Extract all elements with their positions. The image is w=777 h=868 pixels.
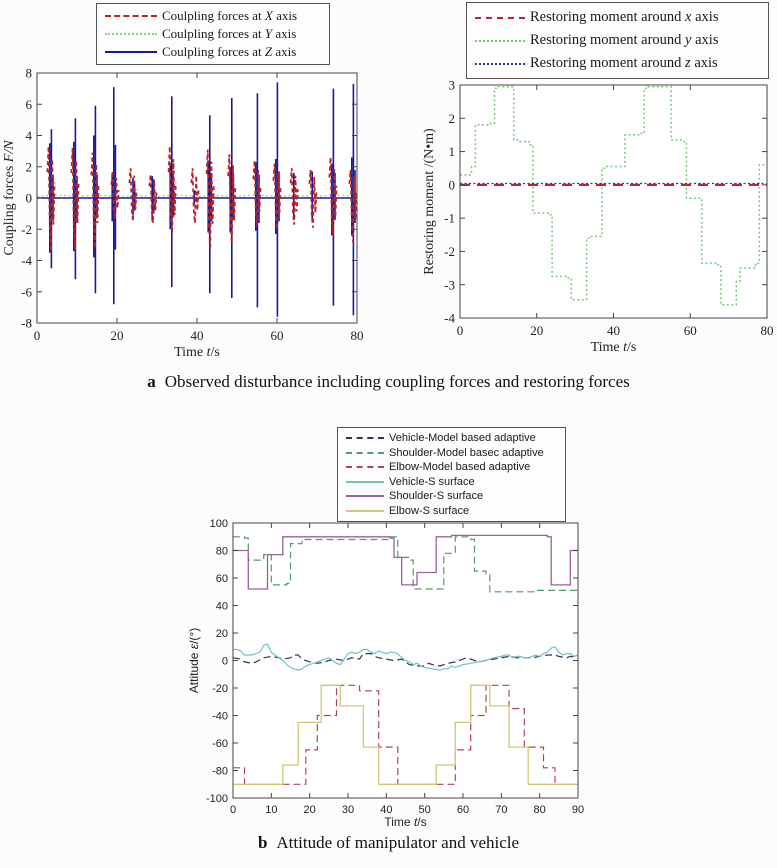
caption-a-text: Observed disturbance including coupling forces and restoring forces xyxy=(164,372,630,391)
svg-text:30: 30 xyxy=(341,804,355,816)
svg-text:90: 90 xyxy=(571,804,585,816)
legend-item xyxy=(105,25,323,43)
legend-item xyxy=(105,7,323,25)
svg-text:0: 0 xyxy=(229,804,237,816)
svg-text:80: 80 xyxy=(215,545,228,558)
legend-line-sample xyxy=(105,33,157,35)
legend-item xyxy=(346,475,559,490)
legend-label: Shoulder-Model basec adaptive xyxy=(389,446,544,459)
svg-text:20: 20 xyxy=(215,627,228,640)
y-axis-label: Coupling forces F/N xyxy=(2,140,17,256)
attitude-chart xyxy=(185,512,605,830)
legend-line-sample xyxy=(105,15,157,17)
legend-label: Vehicle-S surface xyxy=(389,475,475,488)
legend-line-sample xyxy=(346,495,384,497)
svg-text:-1: -1 xyxy=(444,210,455,226)
legend-label: Coulpling forces at Z axis xyxy=(162,44,297,59)
svg-text:60: 60 xyxy=(456,804,470,816)
legend-label: Restoring moment around x axis xyxy=(530,9,719,25)
svg-text:60: 60 xyxy=(270,328,284,343)
caption-b-label: b xyxy=(257,833,268,852)
legend-item xyxy=(346,431,559,446)
svg-text:-40: -40 xyxy=(212,710,228,723)
legend-item xyxy=(475,52,762,75)
legend-item xyxy=(475,29,762,52)
svg-text:0: 0 xyxy=(33,328,41,343)
svg-text:60: 60 xyxy=(683,323,697,338)
legend-line-sample xyxy=(475,40,525,42)
svg-text:-100: -100 xyxy=(205,792,228,805)
svg-text:-8: -8 xyxy=(21,315,32,331)
svg-text:0: 0 xyxy=(456,323,464,338)
svg-text:80: 80 xyxy=(533,804,546,816)
svg-text:20: 20 xyxy=(530,323,544,338)
y-axis-label: Attitude ε/(°) xyxy=(187,627,201,694)
svg-text:-6: -6 xyxy=(21,284,32,300)
x-axis-label: Time t/s xyxy=(174,345,220,360)
caption-a xyxy=(0,372,777,392)
caption-b-text: Attitude of manipulator and vehicle xyxy=(276,833,520,852)
svg-text:80: 80 xyxy=(760,323,774,338)
svg-text:80: 80 xyxy=(350,328,364,343)
legend-coupling-forces xyxy=(96,3,330,65)
svg-text:70: 70 xyxy=(495,804,508,816)
legend-label: Restoring moment around z axis xyxy=(530,55,718,71)
legend-restoring-moment xyxy=(466,2,769,79)
legend-line-sample xyxy=(346,452,384,454)
legend-label: Restoring moment around y axis xyxy=(530,32,719,48)
legend-label: Elbow-Model based adaptive xyxy=(389,461,531,474)
x-axis-label: Time t/s xyxy=(384,815,427,829)
restoring-moment-chart xyxy=(420,73,777,363)
svg-text:-20: -20 xyxy=(212,682,228,695)
svg-text:2: 2 xyxy=(25,159,32,175)
svg-text:0: 0 xyxy=(25,190,32,206)
legend-label: Elbow-S surface xyxy=(389,504,470,517)
legend-item xyxy=(346,489,559,504)
svg-text:40: 40 xyxy=(190,328,204,343)
svg-text:0: 0 xyxy=(221,655,228,668)
svg-text:3: 3 xyxy=(448,77,455,93)
svg-text:50: 50 xyxy=(418,804,431,816)
legend-label: Coulpling forces at Y axis xyxy=(162,26,297,41)
caption-b xyxy=(0,833,777,853)
svg-text:20: 20 xyxy=(303,804,316,816)
svg-text:-3: -3 xyxy=(444,277,455,293)
legend-item xyxy=(475,6,762,29)
svg-text:4: 4 xyxy=(25,128,32,144)
svg-text:2: 2 xyxy=(448,110,455,126)
legend-label: Coulpling forces at X axis xyxy=(162,8,298,23)
x-axis-label: Time t/s xyxy=(590,340,637,355)
svg-text:40: 40 xyxy=(380,804,393,816)
legend-line-sample xyxy=(346,437,384,439)
legend-line-sample xyxy=(475,63,525,65)
legend-label: Shoulder-S surface xyxy=(389,490,484,503)
svg-text:-4: -4 xyxy=(21,253,32,269)
svg-text:-2: -2 xyxy=(21,221,32,237)
coupling-forces-chart xyxy=(0,60,400,360)
y-axis-label: Restoring moment /(N•m) xyxy=(422,128,437,275)
svg-text:100: 100 xyxy=(209,517,228,530)
svg-text:40: 40 xyxy=(215,600,228,613)
svg-text:60: 60 xyxy=(215,572,228,585)
svg-text:-4: -4 xyxy=(444,310,455,326)
svg-text:40: 40 xyxy=(607,323,620,338)
legend-line-sample xyxy=(346,481,384,483)
svg-text:-2: -2 xyxy=(444,243,455,259)
legend-item xyxy=(346,460,559,475)
legend-item xyxy=(105,43,323,61)
legend-label: Vehicle-Model based adaptive xyxy=(389,432,536,445)
svg-text:0: 0 xyxy=(448,177,455,193)
svg-text:-60: -60 xyxy=(212,737,228,750)
svg-text:20: 20 xyxy=(110,328,124,343)
svg-text:1: 1 xyxy=(448,144,455,160)
legend-attitude xyxy=(337,427,566,522)
legend-line-sample xyxy=(475,17,525,19)
caption-a-label: a xyxy=(147,372,156,391)
legend-item xyxy=(346,446,559,461)
svg-text:-80: -80 xyxy=(212,765,228,778)
legend-line-sample xyxy=(105,51,157,53)
svg-text:6: 6 xyxy=(25,96,32,112)
svg-text:10: 10 xyxy=(265,804,278,816)
svg-text:8: 8 xyxy=(25,65,32,81)
legend-line-sample xyxy=(346,466,384,468)
